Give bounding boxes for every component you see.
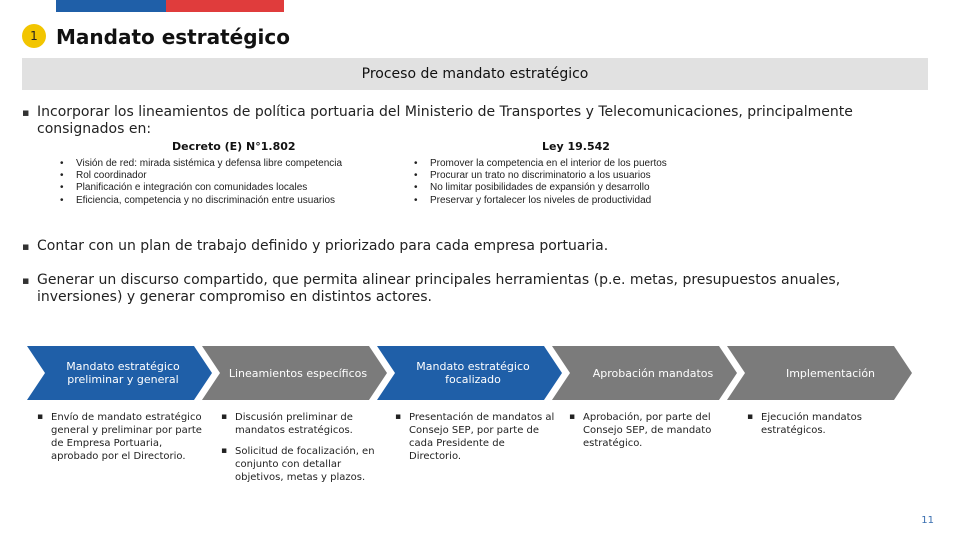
decree-item: • Rol coordinador <box>60 170 342 182</box>
step-4-label: Aprobación mandatos <box>592 366 714 380</box>
law-item: • Promover la competencia en el interior de los puertos <box>414 158 667 170</box>
decree-item: • Visión de red: mirada sistémica y defensa libre competencia <box>60 158 342 170</box>
step-detail: ▪ Discusión preliminar de mandatos estratégicos. <box>221 411 381 437</box>
step-4-details <box>569 411 734 458</box>
section-band-text: Proceso de mandato estratégico <box>361 66 589 82</box>
step-5-details <box>747 411 907 445</box>
step-1-label: Mandato estratégico preliminar y general <box>66 360 180 386</box>
page-number: 11 <box>921 515 934 526</box>
bullet-plan-trabajo: ▪ Contar con un plan de trabajo definido y priorizado para cada empresa portuaria. <box>22 238 922 255</box>
step-detail: ▪ Presentación de mandatos al Consejo SEP, por parte de cada Presidente de Directorio. <box>395 411 555 463</box>
step-detail: ▪ Aprobación, por parte del Consejo SEP, de mandato estratégico. <box>569 411 734 450</box>
step-2-details <box>221 411 381 492</box>
bullet-discurso: ▪ Generar un discurso compartido, que permita alinear principales herramientas (p.e. metas, presupuestos anuales, inversiones) y generar compromiso en distintos actores. <box>22 272 922 306</box>
decree-title: Decreto (E) N°1.802 <box>172 140 296 153</box>
law-item: • Procurar un trato no discriminatorio a los usuarios <box>414 170 667 182</box>
decree-item: • Planificación e integración con comunidades locales <box>60 182 342 194</box>
section-number-badge: 1 <box>22 24 46 48</box>
decree-item: • Eficiencia, competencia y no discriminación entre usuarios <box>60 195 342 207</box>
step-3-label: Mandato estratégico focalizado <box>416 360 530 386</box>
step-5-label: Implementación <box>785 366 876 380</box>
page-title: Mandato estratégico <box>56 25 290 49</box>
step-detail: ▪ Solicitud de focalización, en conjunto con detallar objetivos, metas y plazos. <box>221 445 381 484</box>
step-detail: ▪ Ejecución mandatos estratégicos. <box>747 411 907 437</box>
step-2-label: Lineamientos específicos <box>228 366 368 380</box>
step-3-details <box>395 411 555 471</box>
bullet-lineamientos: ▪ Incorporar los lineamientos de política portuaria del Ministerio de Transportes y Telecomunicaciones, principalmente consignados en: <box>22 104 922 138</box>
law-title: Ley 19.542 <box>542 140 610 153</box>
step-1-details <box>37 411 207 471</box>
step-detail: ▪ Envío de mandato estratégico general y preliminar por parte de Empresa Portuaria, aprobado por el Directorio. <box>37 411 207 463</box>
law-item: • No limitar posibilidades de expansión y desarrollo <box>414 182 667 194</box>
law-item: • Preservar y fortalecer los niveles de productividad <box>414 195 667 207</box>
